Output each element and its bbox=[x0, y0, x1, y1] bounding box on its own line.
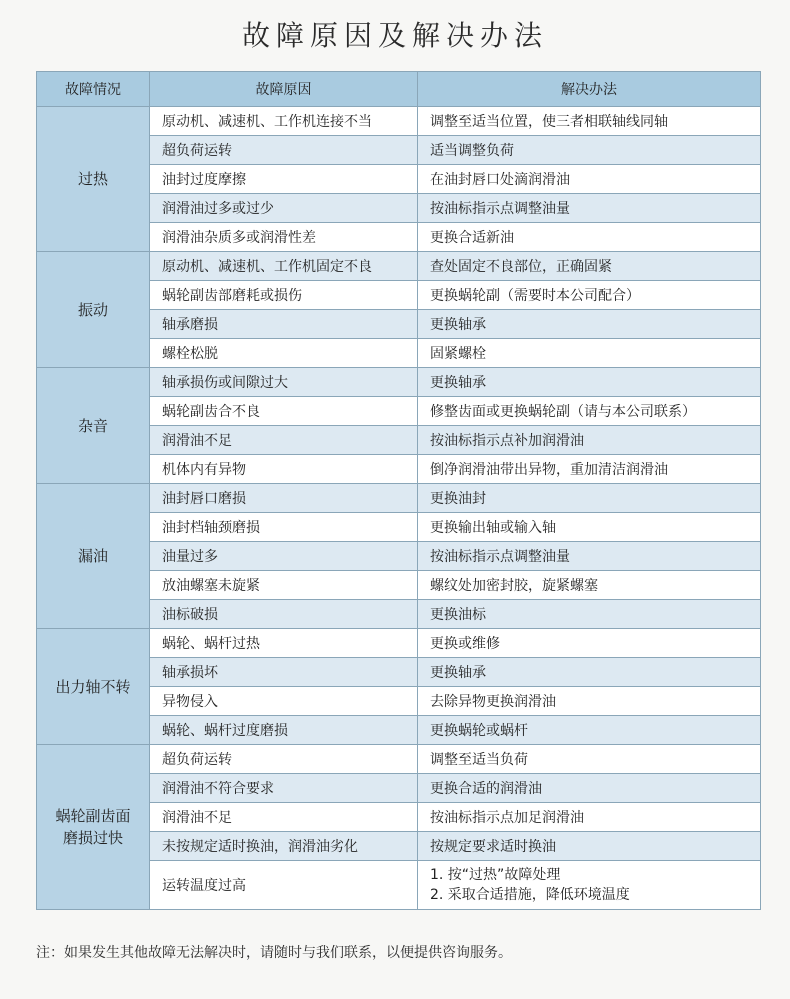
solution-cell: 按规定要求适时换油 bbox=[418, 832, 761, 861]
cause-cell: 油封唇口磨损 bbox=[150, 484, 418, 513]
solution-cell: 更换油封 bbox=[418, 484, 761, 513]
fault-table bbox=[36, 71, 761, 910]
solution-cell: 更换或维修 bbox=[418, 629, 761, 658]
cause-cell: 轴承损坏 bbox=[150, 658, 418, 687]
cause-cell: 轴承磨损 bbox=[150, 310, 418, 339]
cause-cell: 蜗轮、蜗杆过度磨损 bbox=[150, 716, 418, 745]
solution-cell: 调整至适当位置，使三者相联轴线同轴 bbox=[418, 107, 761, 136]
category-overheat: 过热 bbox=[37, 107, 150, 252]
solution-cell: 去除异物更换润滑油 bbox=[418, 687, 761, 716]
cause-cell: 蜗轮、蜗杆过热 bbox=[150, 629, 418, 658]
page-title: 故障原因及解决办法 bbox=[241, 19, 548, 52]
cause-cell: 运转温度过高 bbox=[150, 861, 418, 910]
solution-cell: 更换合适新油 bbox=[418, 223, 761, 252]
cause-cell: 蜗轮副齿部磨耗或损伤 bbox=[150, 281, 418, 310]
category-oil-leak: 漏油 bbox=[37, 484, 150, 629]
category-noise: 杂音 bbox=[37, 368, 150, 484]
table-header-row bbox=[37, 72, 761, 107]
solution-cell: 查处固定不良部位，正确固紧 bbox=[418, 252, 761, 281]
solution-line: 1. 按“过热”故障处理 bbox=[430, 867, 561, 883]
table-row bbox=[37, 745, 761, 774]
solution-cell: 调整至适当负荷 bbox=[418, 745, 761, 774]
footnote: 注：如果发生其他故障无法解决时，请随时与我们联系，以便提供咨询服务。 bbox=[36, 945, 512, 961]
table-row bbox=[37, 629, 761, 658]
solution-cell: 更换轴承 bbox=[418, 658, 761, 687]
table-row bbox=[37, 252, 761, 281]
solution-cell: 更换轴承 bbox=[418, 310, 761, 339]
cause-cell: 润滑油不足 bbox=[150, 426, 418, 455]
cause-cell: 润滑油不足 bbox=[150, 803, 418, 832]
solution-cell: 更换蜗轮或蜗杆 bbox=[418, 716, 761, 745]
cause-cell: 未按规定适时换油，润滑油劣化 bbox=[150, 832, 418, 861]
cause-cell: 超负荷运转 bbox=[150, 745, 418, 774]
solution-cell: 固紧螺栓 bbox=[418, 339, 761, 368]
solution-cell: 按油标指示点补加润滑油 bbox=[418, 426, 761, 455]
table-row bbox=[37, 107, 761, 136]
solution-cell: 修整齿面或更换蜗轮副（请与本公司联系） bbox=[418, 397, 761, 426]
solution-cell: 适当调整负荷 bbox=[418, 136, 761, 165]
cause-cell: 油封过度摩擦 bbox=[150, 165, 418, 194]
solution-cell: 螺纹处加密封胶，旋紧螺塞 bbox=[418, 571, 761, 600]
cause-cell: 油标破损 bbox=[150, 600, 418, 629]
cause-cell: 润滑油过多或过少 bbox=[150, 194, 418, 223]
category-line: 磨损过快 bbox=[62, 829, 123, 847]
solution-line: 2. 采取合适措施，降低环境温度 bbox=[430, 887, 630, 903]
table-row bbox=[37, 368, 761, 397]
header-situation: 故障情况 bbox=[37, 72, 150, 107]
solution-cell: 倒净润滑油带出异物，重加清洁润滑油 bbox=[418, 455, 761, 484]
cause-cell: 超负荷运转 bbox=[150, 136, 418, 165]
cause-cell: 润滑油杂质多或润滑性差 bbox=[150, 223, 418, 252]
cause-cell: 机体内有异物 bbox=[150, 455, 418, 484]
table-row bbox=[37, 484, 761, 513]
solution-cell: 更换蜗轮副（需要时本公司配合） bbox=[418, 281, 761, 310]
cause-cell: 原动机、减速机、工作机固定不良 bbox=[150, 252, 418, 281]
cause-cell: 轴承损伤或间隙过大 bbox=[150, 368, 418, 397]
solution-cell bbox=[418, 861, 761, 910]
header-cause: 故障原因 bbox=[150, 72, 418, 107]
category-output-shaft: 出力轴不转 bbox=[37, 629, 150, 745]
cause-cell: 蜗轮副齿合不良 bbox=[150, 397, 418, 426]
cause-cell: 润滑油不符合要求 bbox=[150, 774, 418, 803]
cause-cell: 油量过多 bbox=[150, 542, 418, 571]
solution-cell: 更换合适的润滑油 bbox=[418, 774, 761, 803]
category-gear-wear bbox=[37, 745, 150, 910]
solution-cell: 按油标指示点调整油量 bbox=[418, 194, 761, 223]
cause-cell: 螺栓松脱 bbox=[150, 339, 418, 368]
solution-cell: 按油标指示点加足润滑油 bbox=[418, 803, 761, 832]
cause-cell: 原动机、减速机、工作机连接不当 bbox=[150, 107, 418, 136]
cause-cell: 异物侵入 bbox=[150, 687, 418, 716]
header-solution: 解决办法 bbox=[418, 72, 761, 107]
solution-cell: 按油标指示点调整油量 bbox=[418, 542, 761, 571]
category-line: 蜗轮副齿面 bbox=[55, 807, 131, 825]
solution-cell: 更换轴承 bbox=[418, 368, 761, 397]
cause-cell: 放油螺塞未旋紧 bbox=[150, 571, 418, 600]
solution-cell: 更换输出轴或输入轴 bbox=[418, 513, 761, 542]
category-vibration: 振动 bbox=[37, 252, 150, 368]
cause-cell: 油封档轴颈磨损 bbox=[150, 513, 418, 542]
solution-cell: 更换油标 bbox=[418, 600, 761, 629]
solution-cell: 在油封唇口处滴润滑油 bbox=[418, 165, 761, 194]
